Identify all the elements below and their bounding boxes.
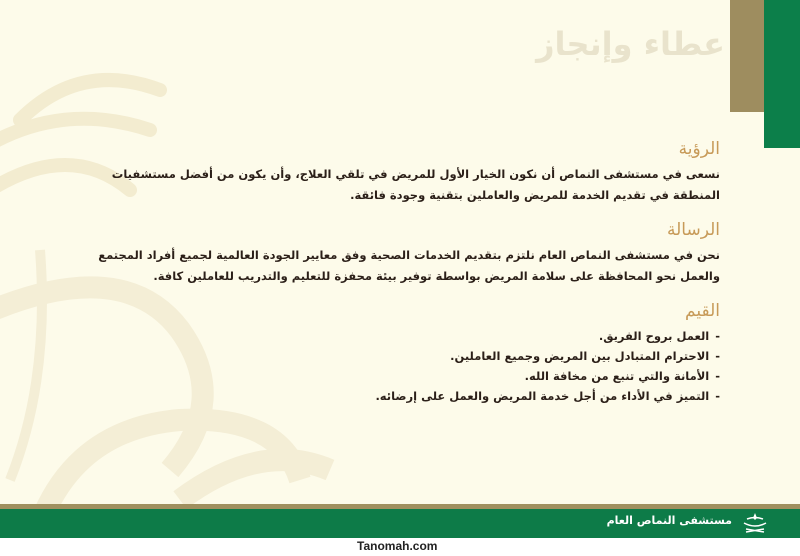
list-item: -الاحترام المتبادل بين المريض وجميع العاملين.	[450, 349, 720, 363]
brand-stripe-green	[764, 0, 800, 148]
footer-hospital-name: مستشفى النماص العام	[606, 514, 732, 527]
vision-section	[70, 138, 720, 206]
vision-text: نسعى في مستشفى النماص أن نكون الخيار الأول للمريض في تلقي العلاج، وأن يكون من أفضل مستشفيات المنطقة في تقديم الخدمة للمريض والعاملين بتقنية وجودة فائقة.	[111, 167, 720, 202]
list-item: -العمل بروح الفريق.	[598, 329, 720, 343]
vision-title: الرؤية	[678, 139, 720, 159]
watermark-text: Tanomah.com	[357, 539, 438, 553]
values-section	[70, 300, 720, 406]
mission-text: نحن في مستشفى النماص العام نلتزم بتقديم الخدمات الصحية وفق معايير الجودة العالمية لجميع أفراد المجتمع والعمل نحو المحافظة على سلامة المريض بواسطة توفير بيئة محفزة للتعليم والتدريب للعاملين كافة.	[98, 248, 720, 283]
list-item: -التميز في الأداء من أجل خدمة المريض والعمل على إرضائه.	[375, 389, 720, 403]
saudi-emblem-icon	[738, 509, 772, 538]
mission-title: الرسالة	[666, 220, 720, 240]
main-content	[70, 138, 720, 419]
mission-section	[70, 219, 720, 287]
site-watermark	[0, 538, 800, 556]
values-list	[70, 326, 720, 406]
brand-stripe-gold	[730, 0, 764, 112]
list-item: -الأمانة والتي تنبع من مخافة الله.	[524, 369, 720, 383]
values-title: القيم	[685, 301, 720, 321]
tagline-watermark: عطاء وإنجاز	[536, 25, 725, 63]
